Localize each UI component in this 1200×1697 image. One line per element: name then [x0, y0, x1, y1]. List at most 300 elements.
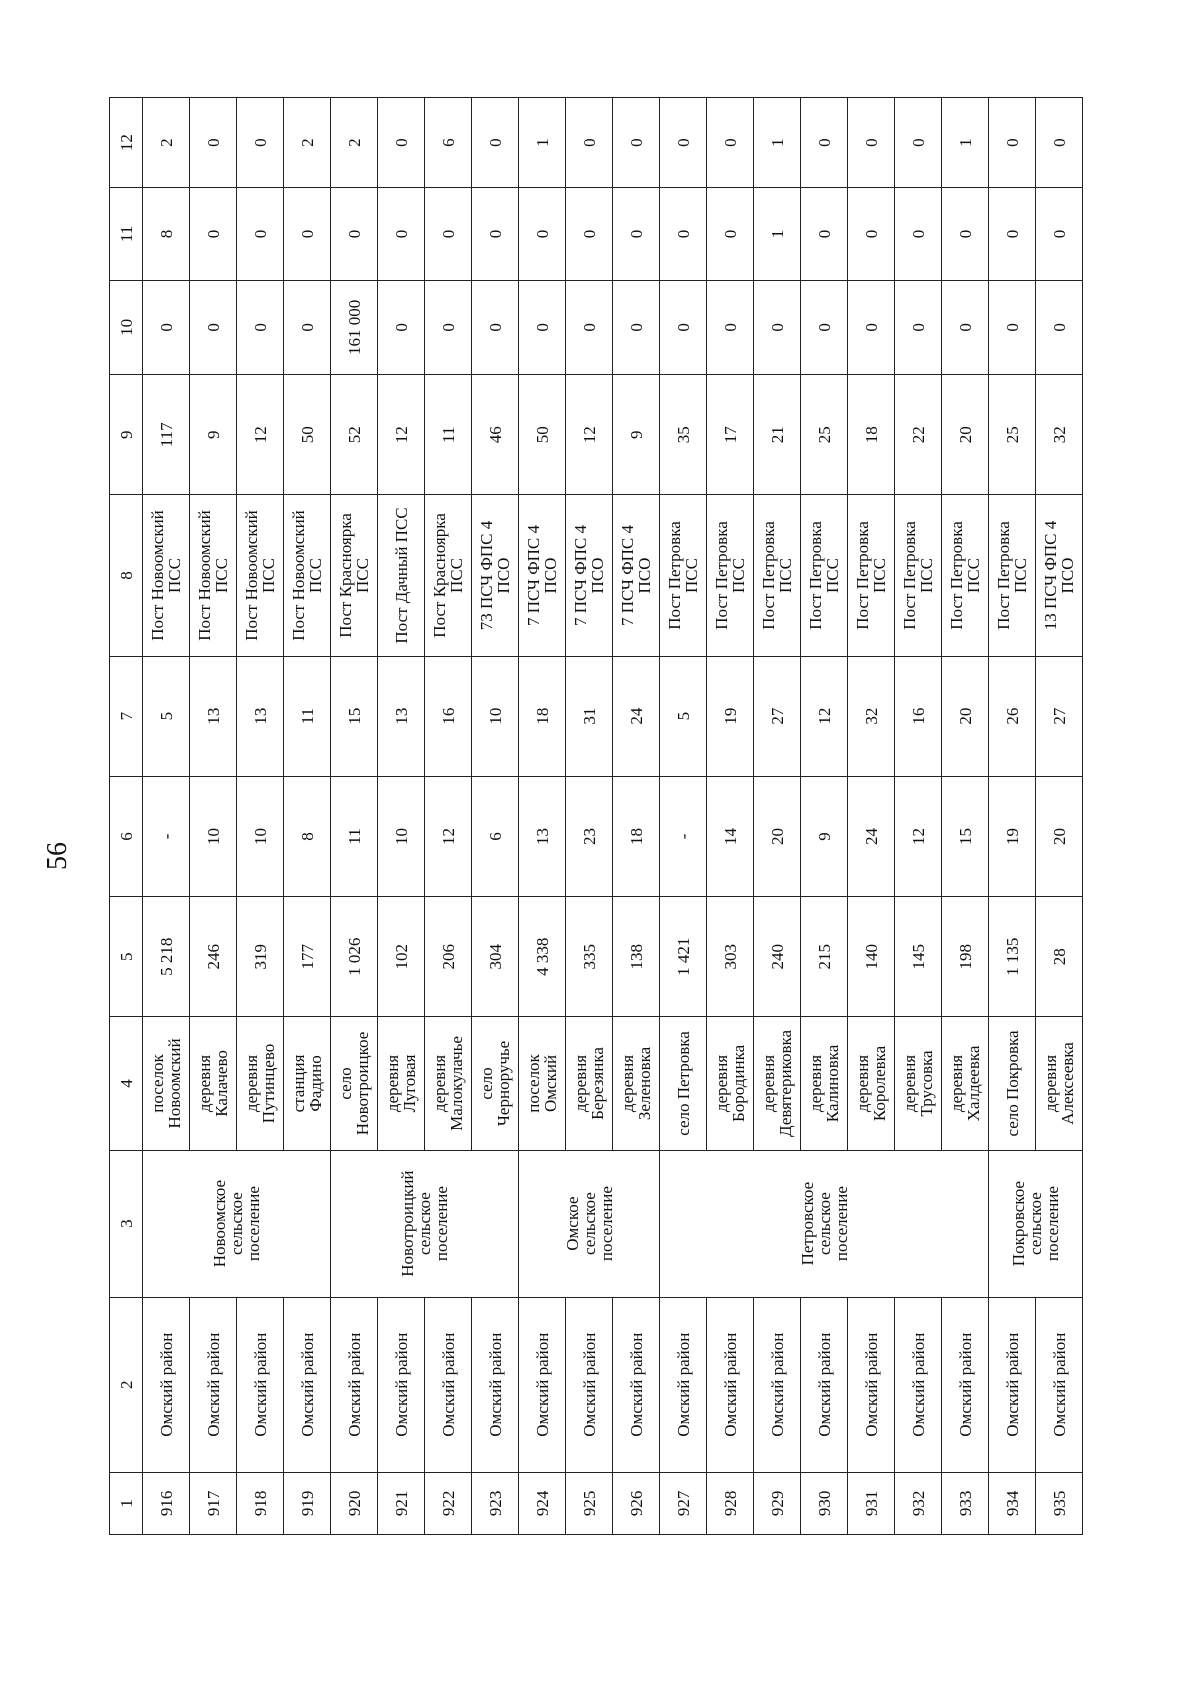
- fire-unit-text: Пост Новоомский: [242, 510, 261, 641]
- table-row: [472, 98, 519, 1535]
- table-row: [237, 98, 284, 1535]
- locality-text: Калиновка: [823, 1044, 842, 1123]
- fire-unit-cell: [895, 495, 942, 656]
- col10-cell: 0: [472, 280, 519, 375]
- col10-cell: 0: [801, 280, 848, 375]
- col12-cell: 0: [895, 98, 942, 188]
- fire-unit-text: Пост Новоомский: [289, 510, 308, 641]
- locality-text: Путинцево: [259, 1043, 278, 1124]
- col10-cell: 0: [660, 280, 707, 375]
- district-cell: Омский район: [566, 1297, 613, 1472]
- page-number: 56: [42, 842, 73, 870]
- fire-unit-text: Пост Красноярка: [336, 513, 355, 638]
- fire-unit-cell: [707, 495, 754, 656]
- row-number-cell: 924: [519, 1472, 566, 1534]
- col10-cell: 0: [895, 280, 942, 375]
- col10-cell: 0: [237, 280, 284, 375]
- locality-text: деревня: [430, 1054, 449, 1113]
- fire-unit-text: ПСО: [1058, 557, 1077, 594]
- population-cell: 1 421: [660, 897, 707, 1017]
- col11-cell: 0: [613, 188, 660, 280]
- col10-cell: 0: [519, 280, 566, 375]
- fire-unit-text: Пост Петровка: [759, 521, 778, 630]
- col12-cell: 1: [754, 98, 801, 188]
- locality-text: Фадино: [306, 1055, 325, 1112]
- col10-cell: 0: [378, 280, 425, 375]
- col9-cell: 11: [425, 375, 472, 495]
- fire-unit-text: ПСС: [1011, 558, 1030, 593]
- column-header: 9: [110, 375, 143, 495]
- fire-unit-cell: [566, 495, 613, 656]
- column-header: 6: [110, 776, 143, 896]
- fire-unit-text: Пост Новоомский: [148, 510, 167, 641]
- fire-unit-cell: [848, 495, 895, 656]
- table-row: [331, 98, 378, 1535]
- col11-cell: 0: [425, 188, 472, 280]
- table-row: [613, 98, 660, 1535]
- municipality-text: поселение: [244, 1186, 263, 1262]
- district-cell: Омский район: [707, 1297, 754, 1472]
- locality-text: деревня: [947, 1054, 966, 1113]
- fire-unit-text: ПСС: [306, 558, 325, 593]
- col10-cell: 0: [190, 280, 237, 375]
- municipality-text: сельское: [814, 1192, 834, 1255]
- table-row: [989, 98, 1036, 1535]
- locality-text: деревня: [1041, 1054, 1060, 1113]
- municipality-text: поселение: [596, 1186, 616, 1262]
- column-header: 7: [110, 656, 143, 776]
- col12-cell: 2: [143, 98, 190, 188]
- row-number-cell: 928: [707, 1472, 754, 1534]
- district-cell: Омский район: [613, 1297, 660, 1472]
- col9-cell: 20: [942, 375, 989, 495]
- locality-text: Омский: [541, 1054, 560, 1112]
- table-row: [190, 98, 237, 1535]
- district-cell: Омский район: [472, 1297, 519, 1472]
- column-header: 11: [110, 188, 143, 280]
- municipality-text: Омское: [562, 1196, 582, 1251]
- col9-cell: 17: [707, 375, 754, 495]
- col7-cell: 13: [190, 656, 237, 776]
- locality-cell: [942, 1017, 989, 1150]
- population-cell: 177: [284, 897, 331, 1017]
- table-row: [378, 98, 425, 1535]
- col11-cell: 0: [895, 188, 942, 280]
- col10-cell: 0: [848, 280, 895, 375]
- locality-cell: [754, 1017, 801, 1150]
- col7-cell: 15: [331, 656, 378, 776]
- col6-cell: 20: [754, 776, 801, 896]
- district-cell: Омский район: [331, 1297, 378, 1472]
- fire-unit-text: ПСС: [917, 558, 936, 593]
- locality-text: деревня: [759, 1054, 778, 1113]
- municipality-text: поселение: [1043, 1186, 1062, 1262]
- district-cell: Омский район: [660, 1297, 707, 1472]
- fire-unit-cell: [942, 495, 989, 656]
- row-number-cell: 930: [801, 1472, 848, 1534]
- fire-unit-cell: [425, 495, 472, 656]
- locality-cell: [378, 1017, 425, 1150]
- col7-cell: 13: [378, 656, 425, 776]
- district-cell: Омский район: [237, 1297, 284, 1472]
- col9-cell: 18: [848, 375, 895, 495]
- col6-cell: 8: [284, 776, 331, 896]
- fire-unit-cell: [237, 495, 284, 656]
- municipality-text: сельское: [415, 1192, 434, 1255]
- locality-text: село: [477, 1067, 496, 1100]
- col11-cell: 0: [190, 188, 237, 280]
- col12-cell: 2: [331, 98, 378, 188]
- col6-cell: 14: [707, 776, 754, 896]
- col12-cell: 0: [190, 98, 237, 188]
- col12-cell: 0: [660, 98, 707, 188]
- column-header: 10: [110, 280, 143, 375]
- locality-cell: [707, 1017, 754, 1150]
- col7-cell: 13: [237, 656, 284, 776]
- locality-text: деревня: [712, 1054, 731, 1113]
- fire-unit-cell: [801, 495, 848, 656]
- population-cell: 319: [237, 897, 284, 1017]
- fire-unit-text: 7 ПСЧ ФПС 4: [524, 524, 543, 627]
- col11-cell: 0: [942, 188, 989, 280]
- fire-unit-text: Пост Новоомский: [195, 510, 214, 641]
- col6-cell: -: [660, 776, 707, 896]
- locality-cell: [989, 1017, 1036, 1150]
- fire-unit-text: ПСО: [541, 557, 560, 594]
- locality-text: Черноручье: [494, 1040, 513, 1127]
- col6-cell: 10: [378, 776, 425, 896]
- col9-cell: 50: [519, 375, 566, 495]
- fire-unit-cell: [378, 495, 425, 656]
- municipality-text: сельское: [1026, 1192, 1045, 1255]
- col9-cell: 35: [660, 375, 707, 495]
- col11-cell: 0: [237, 188, 284, 280]
- row-number-cell: 923: [472, 1472, 519, 1534]
- table-row: [1036, 98, 1083, 1535]
- locality-text: деревня: [383, 1054, 402, 1113]
- fire-unit-text: ПСС: [447, 558, 466, 593]
- fire-unit-text: Пост Дачный ПСС: [391, 507, 411, 644]
- col6-cell: 12: [425, 776, 472, 896]
- fire-unit-text: ПСО: [588, 557, 607, 594]
- col11-cell: 0: [472, 188, 519, 280]
- municipality-cell: [519, 1150, 660, 1297]
- locality-text: деревня: [195, 1054, 214, 1113]
- population-cell: 240: [754, 897, 801, 1017]
- locality-text: Халдеевка: [964, 1045, 983, 1122]
- fire-unit-cell: [331, 495, 378, 656]
- table-row: [895, 98, 942, 1535]
- locality-text: село: [336, 1067, 355, 1100]
- table-row: [754, 98, 801, 1535]
- row-number-cell: 929: [754, 1472, 801, 1534]
- population-cell: 4 338: [519, 897, 566, 1017]
- row-number-cell: 925: [566, 1472, 613, 1534]
- locality-cell: [895, 1017, 942, 1150]
- col12-cell: 2: [284, 98, 331, 188]
- col6-cell: 19: [989, 776, 1036, 896]
- col10-cell: 0: [942, 280, 989, 375]
- col6-cell: 20: [1036, 776, 1083, 896]
- municipality-text: Новоомское: [210, 1179, 229, 1268]
- col9-cell: 12: [378, 375, 425, 495]
- municipality-cell: [331, 1150, 519, 1297]
- locality-text: Алексеевка: [1058, 1042, 1077, 1125]
- col11-cell: 0: [378, 188, 425, 280]
- district-cell: Омский район: [284, 1297, 331, 1472]
- locality-cell: [566, 1017, 613, 1150]
- col10-cell: 0: [284, 280, 331, 375]
- district-cell: Омский район: [848, 1297, 895, 1472]
- rotated-table-container: [109, 97, 1077, 1535]
- municipality-text: Новотроицкий: [398, 1170, 417, 1277]
- col9-cell: 22: [895, 375, 942, 495]
- fire-unit-text: 7 ПСЧ ФПС 4: [571, 524, 590, 627]
- col11-cell: 8: [143, 188, 190, 280]
- col6-cell: 18: [613, 776, 660, 896]
- col6-cell: 10: [237, 776, 284, 896]
- locality-text: Бородинка: [729, 1044, 748, 1123]
- row-number-cell: 932: [895, 1472, 942, 1534]
- column-header: 2: [110, 1297, 143, 1472]
- col12-cell: 6: [425, 98, 472, 188]
- locality-text: деревня: [242, 1054, 261, 1113]
- table-row: [801, 98, 848, 1535]
- col7-cell: 5: [143, 656, 190, 776]
- locality-text: Трусовка: [917, 1050, 936, 1117]
- col6-cell: 9: [801, 776, 848, 896]
- population-cell: 5 218: [143, 897, 190, 1017]
- municipality-text: поселение: [831, 1186, 851, 1262]
- col11-cell: 0: [989, 188, 1036, 280]
- col12-cell: 0: [801, 98, 848, 188]
- fire-unit-text: Пост Петровка: [853, 521, 872, 630]
- fire-unit-text: 7 ПСЧ ФПС 4: [618, 524, 637, 627]
- locality-text: деревня: [618, 1054, 637, 1113]
- locality-text: поселок: [148, 1054, 167, 1113]
- fire-unit-cell: [989, 495, 1036, 656]
- col9-cell: 52: [331, 375, 378, 495]
- locality-cell: [237, 1017, 284, 1150]
- district-cell: Омский район: [989, 1297, 1036, 1472]
- row-number-cell: 918: [237, 1472, 284, 1534]
- col6-cell: 11: [331, 776, 378, 896]
- population-cell: 304: [472, 897, 519, 1017]
- population-cell: 28: [1036, 897, 1083, 1017]
- column-header: 4: [110, 1017, 143, 1150]
- col6-cell: 13: [519, 776, 566, 896]
- col6-cell: 24: [848, 776, 895, 896]
- col7-cell: 5: [660, 656, 707, 776]
- locality-text: Королевка: [870, 1045, 889, 1122]
- row-number-cell: 926: [613, 1472, 660, 1534]
- column-header: 1: [110, 1472, 143, 1534]
- col11-cell: 0: [1036, 188, 1083, 280]
- col7-cell: 32: [848, 656, 895, 776]
- col7-cell: 31: [566, 656, 613, 776]
- col10-cell: 0: [566, 280, 613, 375]
- population-cell: 138: [613, 897, 660, 1017]
- fire-unit-text: Пост Петровка: [806, 521, 825, 630]
- population-cell: 206: [425, 897, 472, 1017]
- col9-cell: 32: [1036, 375, 1083, 495]
- row-number-cell: 917: [190, 1472, 237, 1534]
- locality-text: деревня: [853, 1054, 872, 1113]
- locality-cell: [801, 1017, 848, 1150]
- locality-cell: [143, 1017, 190, 1150]
- row-number-cell: 922: [425, 1472, 472, 1534]
- fire-unit-cell: [754, 495, 801, 656]
- col9-cell: 117: [143, 375, 190, 495]
- table-row: [707, 98, 754, 1535]
- col10-cell: 0: [989, 280, 1036, 375]
- locality-cell: [1036, 1017, 1083, 1150]
- col12-cell: 0: [613, 98, 660, 188]
- table-row: [425, 98, 472, 1535]
- population-cell: 1 026: [331, 897, 378, 1017]
- header-row: [110, 98, 143, 1535]
- fire-unit-text: Пост Петровка: [947, 521, 966, 630]
- locality-cell: [190, 1017, 237, 1150]
- col10-cell: 0: [707, 280, 754, 375]
- municipality-text: поселение: [432, 1186, 451, 1262]
- col10-cell: 161 000: [331, 280, 378, 375]
- fire-unit-text: ПСС: [823, 558, 842, 593]
- col7-cell: 27: [754, 656, 801, 776]
- row-number-cell: 916: [143, 1472, 190, 1534]
- fire-unit-text: Пост Петровка: [712, 521, 731, 630]
- locality-cell: [613, 1017, 660, 1150]
- col12-cell: 0: [472, 98, 519, 188]
- fire-unit-cell: [613, 495, 660, 656]
- fire-unit-text: ПСО: [635, 557, 654, 594]
- locality-text: деревня: [900, 1054, 919, 1113]
- col9-cell: 12: [237, 375, 284, 495]
- district-cell: Омский район: [801, 1297, 848, 1472]
- col11-cell: 0: [707, 188, 754, 280]
- locality-text: Новоомский: [165, 1038, 184, 1129]
- row-number-cell: 919: [284, 1472, 331, 1534]
- locality-text: Березянка: [588, 1047, 607, 1120]
- fire-unit-text: Пост Красноярка: [430, 513, 449, 638]
- col11-cell: 0: [848, 188, 895, 280]
- col11-cell: 0: [801, 188, 848, 280]
- fire-unit-cell: [1036, 495, 1083, 656]
- col6-cell: 10: [190, 776, 237, 896]
- table-row: [848, 98, 895, 1535]
- col7-cell: 10: [472, 656, 519, 776]
- locality-text: деревня: [571, 1054, 590, 1113]
- locality-cell: [284, 1017, 331, 1150]
- population-cell: 215: [801, 897, 848, 1017]
- col7-cell: 18: [519, 656, 566, 776]
- municipality-cell: [989, 1150, 1083, 1297]
- col7-cell: 26: [989, 656, 1036, 776]
- col11-cell: 0: [331, 188, 378, 280]
- locality-cell: [519, 1017, 566, 1150]
- col11-cell: 0: [284, 188, 331, 280]
- locality-cell: [472, 1017, 519, 1150]
- locality-text: деревня: [806, 1054, 825, 1113]
- locality-text: станция: [289, 1054, 308, 1113]
- fire-unit-text: ПСС: [729, 558, 748, 593]
- district-cell: Омский район: [378, 1297, 425, 1472]
- col12-cell: 1: [519, 98, 566, 188]
- locality-text: Луговая: [400, 1054, 419, 1113]
- col9-cell: 12: [566, 375, 613, 495]
- locality-text: Зеленовка: [635, 1046, 654, 1121]
- col12-cell: 0: [566, 98, 613, 188]
- fire-unit-cell: [190, 495, 237, 656]
- fire-unit-cell: [519, 495, 566, 656]
- population-cell: 303: [707, 897, 754, 1017]
- locality-cell: [331, 1017, 378, 1150]
- municipality-text: сельское: [579, 1192, 599, 1255]
- col6-cell: 15: [942, 776, 989, 896]
- col7-cell: 20: [942, 656, 989, 776]
- locality-text: Малокулачье: [447, 1036, 466, 1131]
- row-number-cell: 931: [848, 1472, 895, 1534]
- settlements-table: [109, 97, 1083, 1535]
- col11-cell: 0: [566, 188, 613, 280]
- col12-cell: 0: [707, 98, 754, 188]
- col10-cell: 0: [1036, 280, 1083, 375]
- col12-cell: 0: [848, 98, 895, 188]
- col7-cell: 16: [895, 656, 942, 776]
- col12-cell: 0: [378, 98, 425, 188]
- col9-cell: 9: [190, 375, 237, 495]
- col7-cell: 19: [707, 656, 754, 776]
- district-cell: Омский район: [425, 1297, 472, 1472]
- col12-cell: 1: [942, 98, 989, 188]
- fire-unit-text: ПСС: [212, 558, 231, 593]
- district-cell: Омский район: [1036, 1297, 1083, 1472]
- col12-cell: 0: [1036, 98, 1083, 188]
- col11-cell: 0: [660, 188, 707, 280]
- col10-cell: 0: [754, 280, 801, 375]
- col9-cell: 25: [989, 375, 1036, 495]
- table-body: [143, 98, 1083, 1535]
- column-header: 12: [110, 98, 143, 188]
- fire-unit-text: 73 ПСЧ ФПС 4: [477, 520, 496, 631]
- locality-cell: [660, 1017, 707, 1150]
- col7-cell: 24: [613, 656, 660, 776]
- row-number-cell: 920: [331, 1472, 378, 1534]
- col7-cell: 16: [425, 656, 472, 776]
- district-cell: Омский район: [942, 1297, 989, 1472]
- col9-cell: 50: [284, 375, 331, 495]
- fire-unit-text: ПСС: [353, 558, 372, 593]
- population-cell: 140: [848, 897, 895, 1017]
- column-header: 3: [110, 1150, 143, 1297]
- table-row: [143, 98, 190, 1535]
- table-row: [284, 98, 331, 1535]
- fire-unit-cell: [143, 495, 190, 656]
- row-number-cell: 927: [660, 1472, 707, 1534]
- table-row: [566, 98, 613, 1535]
- col9-cell: 25: [801, 375, 848, 495]
- fire-unit-cell: [284, 495, 331, 656]
- fire-unit-text: Пост Петровка: [900, 521, 919, 630]
- locality-text: село Петровка: [673, 1031, 693, 1136]
- fire-unit-text: ПСС: [870, 558, 889, 593]
- row-number-cell: 935: [1036, 1472, 1083, 1534]
- fire-unit-text: ПСС: [259, 558, 278, 593]
- municipality-text: сельское: [227, 1192, 246, 1255]
- col12-cell: 0: [237, 98, 284, 188]
- column-header: 8: [110, 495, 143, 656]
- col10-cell: 0: [143, 280, 190, 375]
